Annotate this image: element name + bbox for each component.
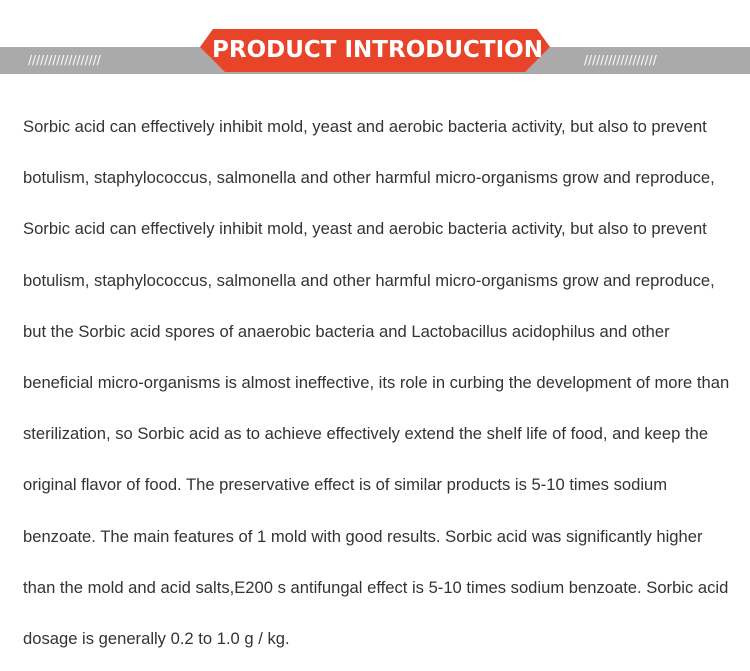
banner-decor-right: ////////////////// (584, 53, 657, 67)
section-banner (0, 0, 750, 80)
page-title: PRODUCT INTRODUCTION (212, 37, 543, 63)
product-description: Sorbic acid can effectively inhibit mold, yeast and aerobic bacteria activity, but also to prevent botulism, staphylococcus, salmonella and other harmful micro-organisms grow and reproduce, Sorbic acid can effectively inhibit mold, yeast and aerobic bacteria activity, but also to prevent botulism, staphylococcus, salmonella and other harmful micro-organisms grow and reproduce, but the Sorbic acid spores of anaerobic bacteria and Lactobacillus acidophilus and other beneficial micro-organisms is almost ineffective, its role in curbing the development of more than sterilization, so Sorbic acid as to achieve effectively extend the shelf life of food, and keep the original flavor of food. The preservative effect is of similar products is 5-10 times sodium benzoate. The main features of 1 mold with good results. Sorbic acid was significantly higher than the mold and acid salts,E200 s antifungal effect is 5-10 times sodium benzoate. Sorbic acid dosage is generally 0.2 to 1.0 g / kg. (23, 117, 730, 649)
banner-decor-left: ////////////////// (28, 53, 101, 67)
